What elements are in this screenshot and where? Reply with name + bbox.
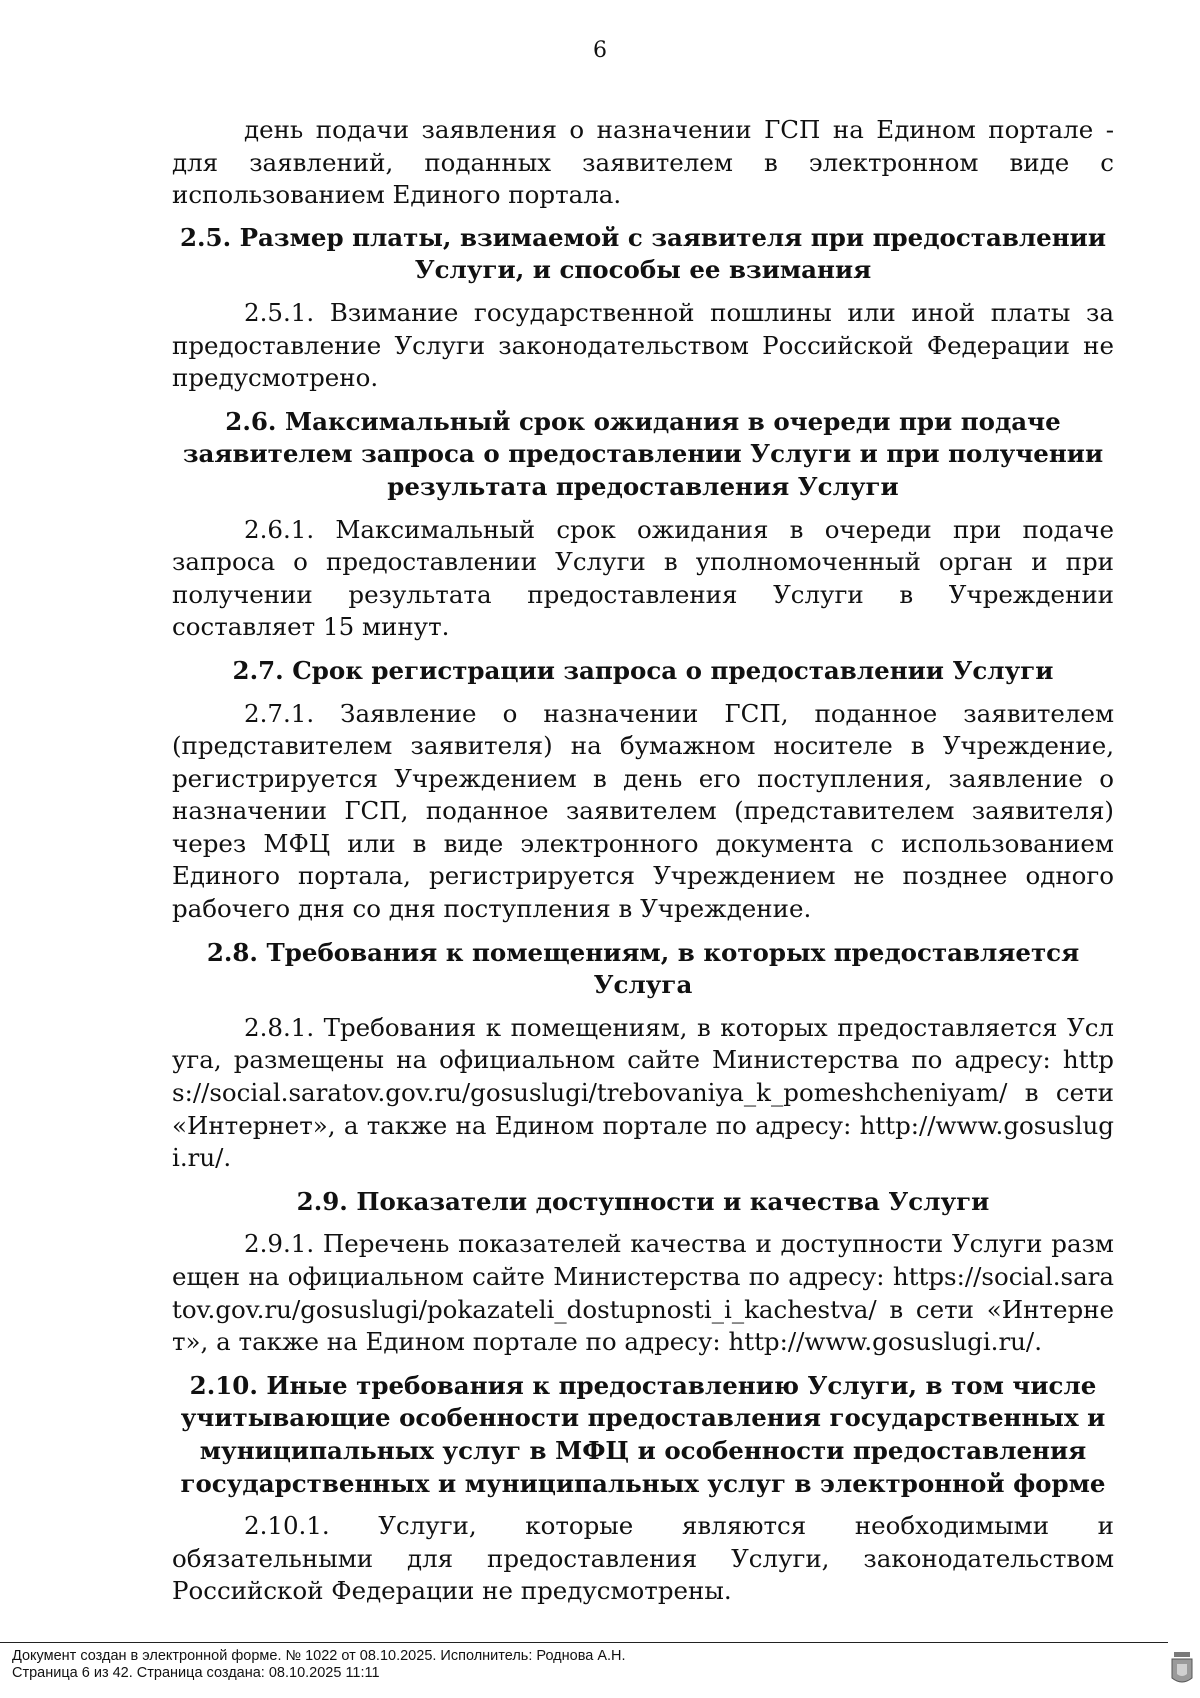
footer-divider xyxy=(0,1642,1168,1643)
coat-of-arms-icon xyxy=(1170,1650,1194,1688)
footer-line-1: Документ создан в электронной форме. № 1022 от 08.10.2025. Исполнитель: Роднова А.Н. xyxy=(12,1648,626,1664)
footer xyxy=(12,1648,626,1682)
heading-2-10: 2.10. Иные требования к предоставлению Услуги, в том числе учитывающие особенности предоставления государственных и муниципальных услуг в МФЦ и особенности предоставления государственных и муниципальных услуг в электронной форме xyxy=(180,1370,1106,1498)
paragraph-continuation: день подачи заявления о назначении ГСП на Едином портале - для заявлений, поданных заявителем в электронном виде с использованием Единого портала. xyxy=(172,115,1114,210)
paragraph-2-5-1: 2.5.1. Взимание государственной пошлины или иной платы за предоставление Услуги законодательством Российской Федерации не предусмотрено. xyxy=(172,297,1114,393)
footer-line-2: Страница 6 из 42. Страница создана: 08.10.2025 11:11 xyxy=(12,1665,380,1681)
document-body xyxy=(172,114,1114,1608)
heading-2-8: 2.8. Требования к помещениям, в которых предоставляется Услуга xyxy=(206,937,1080,1000)
heading-2-9: 2.9. Показатели доступности и качества Услуги xyxy=(296,1186,990,1216)
heading-2-6: 2.6. Максимальный срок ожидания в очереди при подаче заявителем запроса о предоставлении Услуги и при получении результата предоставления Услуги xyxy=(182,406,1104,501)
paragraph-2-10-1: 2.10.1. Услуги, которые являются необходимыми и обязательными для предоставления Услуги, законодательством Российской Федерации не предусмотрены. xyxy=(172,1511,1114,1606)
page-number: 6 xyxy=(593,38,607,63)
paragraph-2-6-1: 2.6.1. Максимальный срок ожидания в очереди при подаче запроса о предоставлении Услуги в уполномоченный орган и при получении результата предоставления Услуги в Учреждении составляет 15 минут. xyxy=(172,514,1114,642)
heading-2-7: 2.7. Срок регистрации запроса о предоставлении Услуги xyxy=(232,655,1054,685)
paragraph-2-9-1: 2.9.1. Перечень показателей качества и доступности Услуги размещен на официальном сайте Министерства по адресу: https://social.saratov.gov.ru/gosuslugi/pokazateli_dostupnosti_i_kachestva/ в сети «Интернет», а также на Едином портале по адресу: http://www.gosuslugi.ru/. xyxy=(172,1229,1114,1357)
heading-2-5: 2.5. Размер платы, взимаемой с заявителя при предоставлении Услуги, и способы ее взимания xyxy=(179,222,1107,285)
paragraph-2-7-1: 2.7.1. Заявление о назначении ГСП, поданное заявителем (представителем заявителя) на бумажном носителе в Учреждение, регистрируется Учреждением в день его поступления, заявление о назначении ГСП, поданное заявителем (представителем заявителя) через МФЦ или в виде электронного документа с использованием Единого портала, регистрируется Учреждением не позднее одного рабочего дня со дня поступления в Учреждение. xyxy=(172,698,1114,924)
paragraph-2-8-1: 2.8.1. Требования к помещениям, в которых предоставляется Услуга, размещены на официальном сайте Министерства по адресу: https://social.saratov.gov.ru/gosuslugi/trebovaniya_k_pomeshcheniyam/ в сети «Интернет», а также на Едином портале по адресу: http://www.gosuslugi.ru/. xyxy=(172,1012,1114,1173)
